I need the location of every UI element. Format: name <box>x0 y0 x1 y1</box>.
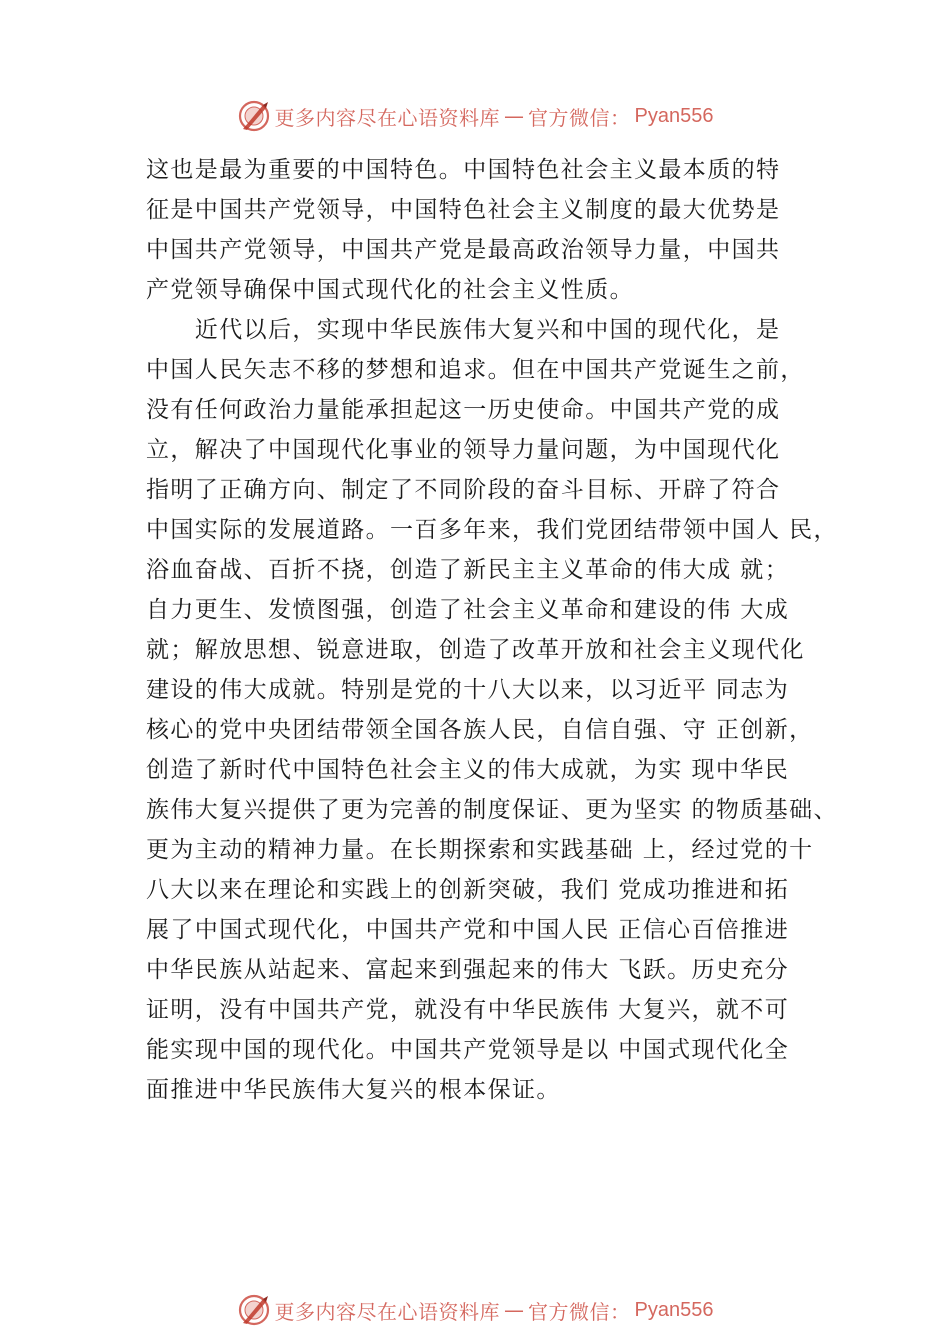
text-line: 展了中国式现代化，中国共产党和中国人民 正信心百倍推进 <box>146 917 790 943</box>
text-line: 族伟大复兴提供了更为完善的制度保证、更为坚实 的物质基础、 <box>146 797 838 823</box>
banner-separator: — <box>504 1298 525 1322</box>
header-banner-content <box>237 99 714 133</box>
text-line: 中国共产党领导，中国共产党是最高政治领导力量，中国共 <box>146 237 781 263</box>
text-line: 中国实际的发展道路。一百多年来，我们党团结带领中国人 民， <box>146 517 838 543</box>
text-line: 中国人民矢志不移的梦想和追求。但在中国共产党诞生之前， <box>146 357 805 383</box>
text-line: 核心的党中央团结带领全国各族人民，自信自强、守 正创新， <box>146 717 814 743</box>
header-banner <box>0 96 950 136</box>
text-line: 没有任何政治力量能承担起这一历史使命。中国共产党的成 <box>146 397 781 423</box>
text-line: 面推进中华民族伟大复兴的根本保证。 <box>146 1077 561 1103</box>
banner-promo-text: 更多内容尽在心语资料库 <box>274 105 501 130</box>
text-line: 就；解放思想、锐意进取，创造了改革开放和社会主义现代化 <box>146 637 805 663</box>
quill-pen-seal-icon <box>237 1293 271 1327</box>
footer-banner-content <box>237 1293 714 1327</box>
banner-wechat-id: Pyan556 <box>634 1298 714 1321</box>
quill-pen-seal-icon <box>237 99 271 133</box>
text-line: 征是中国共产党领导，中国特色社会主义制度的最大优势是 <box>146 197 781 223</box>
text-line: 立，解决了中国现代化事业的领导力量问题，为中国现代化 <box>146 437 781 463</box>
text-line: 八大以来在理论和实践上的创新突破，我们 党成功推进和拓 <box>146 877 790 903</box>
text-line: 证明，没有中国共产党，就没有中华民族伟 大复兴，就不可 <box>146 997 790 1023</box>
text-line: 创造了新时代中国特色社会主义的伟大成就，为实 现中华民 <box>146 757 790 783</box>
banner-wechat-label: 官方微信： <box>528 105 631 130</box>
text-line: 产党领导确保中国式现代化的社会主义性质。 <box>146 277 634 303</box>
banner-wechat-id: Pyan556 <box>634 104 714 127</box>
text-line: 自力更生、发愤图强，创造了社会主义革命和建设的伟 大成 <box>146 597 790 623</box>
text-line: 这也是最为重要的中国特色。中国特色社会主义最本质的特 <box>146 157 781 183</box>
document-body <box>146 150 846 1110</box>
banner-promo-text: 更多内容尽在心语资料库 <box>274 1299 501 1324</box>
text-line: 中华民族从站起来、富起来到强起来的伟大 飞跃。历史充分 <box>146 957 790 983</box>
text-line: 近代以后，实现中华民族伟大复兴和中国的现代化，是 <box>146 317 781 343</box>
text-line: 指明了正确方向、制定了不同阶段的奋斗目标、开辟了符合 <box>146 477 781 503</box>
text-line: 浴血奋战、百折不挠，创造了新民主主义革命的伟大成 就； <box>146 557 790 583</box>
banner-wechat-label: 官方微信： <box>528 1299 631 1324</box>
text-line: 建设的伟大成就。特别是党的十八大以来，以习近平 同志为 <box>146 677 790 703</box>
footer-banner <box>0 1290 950 1330</box>
banner-separator: — <box>504 104 525 128</box>
text-line: 能实现中国的现代化。中国共产党领导是以 中国式现代化全 <box>146 1037 790 1063</box>
text-line: 更为主动的精神力量。在长期探索和实践基础 上，经过党的十 <box>146 837 814 863</box>
